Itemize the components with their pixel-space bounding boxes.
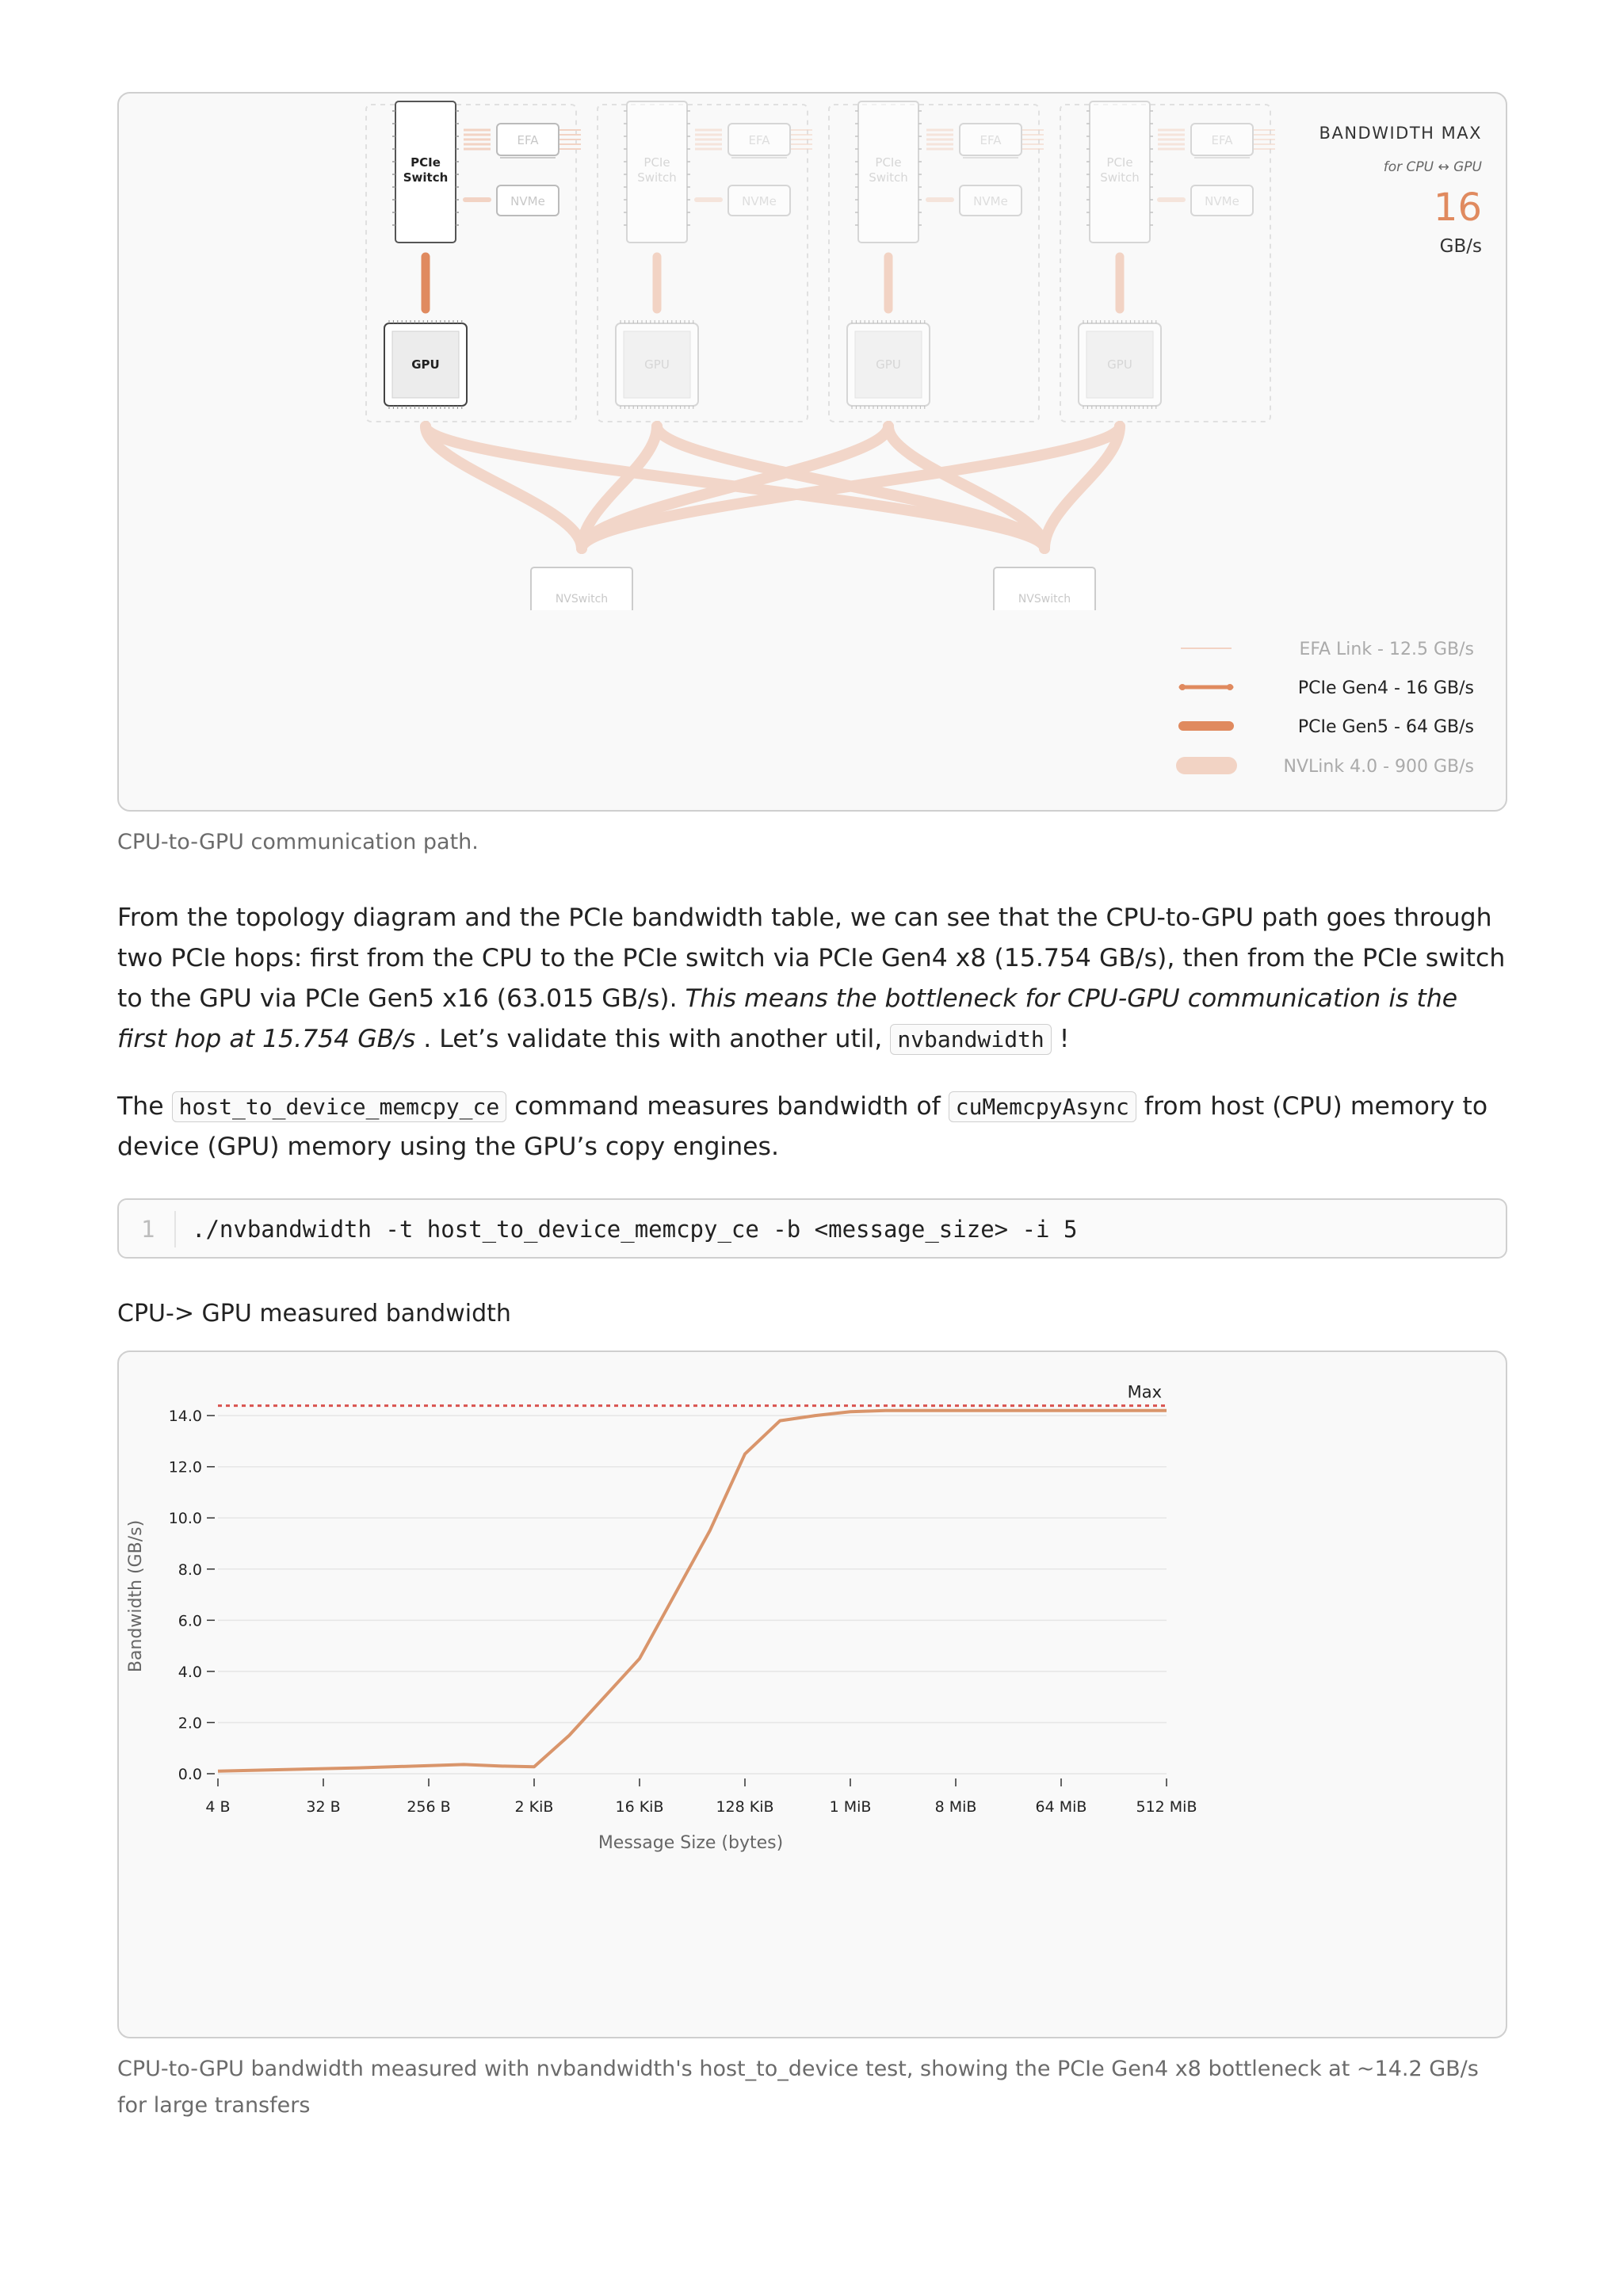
nvswitch-label: NVSwitch xyxy=(1018,593,1071,606)
bandwidth-max-value: 16 xyxy=(1433,185,1482,230)
nvme-label: NVMe xyxy=(973,194,1008,208)
paragraph-text: . Let’s validate this with another util, xyxy=(415,1025,891,1053)
chart-heading: CPU-> GPU measured bandwidth xyxy=(117,1300,511,1328)
gpu-chip xyxy=(384,320,467,409)
pcie-switch-label: PCIe xyxy=(411,155,441,170)
bandwidth-chart xyxy=(119,1352,1506,2037)
y-axis-title: Bandwidth (GB/s) xyxy=(126,1519,146,1673)
nvme-label: NVMe xyxy=(742,194,777,208)
pcie-switch-label: PCIe xyxy=(643,155,670,170)
code-gutter-separator xyxy=(174,1211,176,1247)
legend-pcie-gen4-end xyxy=(1227,684,1233,690)
paragraph-emphasis: This means the bottleneck for CPU-GPU communication is the first hop at 15.754 GB/s xyxy=(117,984,1458,1053)
efa-label: EFA xyxy=(748,133,770,147)
x-tick-label: 8 MiB xyxy=(934,1798,977,1816)
inline-code-nvbandwidth: nvbandwidth xyxy=(890,1024,1051,1055)
inline-code-command: host_to_device_memcpy_ce xyxy=(172,1091,507,1122)
nvme-label: NVMe xyxy=(510,194,545,208)
topology-diagram xyxy=(119,94,1506,810)
paragraph-text: The xyxy=(117,1092,172,1121)
gpu-label: GPU xyxy=(1107,357,1132,372)
x-tick-label: 128 KiB xyxy=(716,1798,774,1816)
bandwidth-chart-panel xyxy=(117,1350,1507,2038)
code-block[interactable] xyxy=(117,1198,1507,1259)
y-tick-label: 14.0 xyxy=(168,1408,202,1426)
max-bandwidth-label: Max xyxy=(1127,1382,1162,1402)
topology-diagram-panel xyxy=(117,92,1507,812)
nvme-label: NVMe xyxy=(1205,194,1239,208)
x-tick-label: 64 MiB xyxy=(1035,1798,1087,1816)
x-tick-label: 2 KiB xyxy=(514,1798,554,1816)
bandwidth-max-subtitle: for CPU ↔ GPU xyxy=(1383,159,1482,175)
x-tick-label: 256 B xyxy=(407,1798,451,1816)
gpu-label: GPU xyxy=(411,357,440,372)
legend-efa-link-label: EFA Link - 12.5 GB/s xyxy=(1299,640,1474,659)
bandwidth-series-line xyxy=(218,1411,1167,1771)
y-tick-label: 6.0 xyxy=(178,1612,202,1630)
x-tick-label: 4 B xyxy=(205,1798,231,1816)
pcie-switch-label: PCIe xyxy=(1106,155,1133,170)
node-3 xyxy=(855,101,1044,243)
pcie-switch-label: PCIe xyxy=(875,155,902,170)
x-tick-label: 32 B xyxy=(306,1798,341,1816)
link-legend xyxy=(1179,640,1474,777)
legend-nvlink-label: NVLink 4.0 - 900 GB/s xyxy=(1283,757,1474,777)
topology-caption: CPU-to-GPU communication path. xyxy=(117,830,479,854)
y-tick-label: 10.0 xyxy=(168,1510,202,1528)
efa-label: EFA xyxy=(1211,133,1233,147)
node-4 xyxy=(1086,101,1275,243)
efa-label: EFA xyxy=(517,133,539,147)
y-tick-label: 8.0 xyxy=(178,1561,202,1579)
code-command[interactable]: ./nvbandwidth -t host_to_device_memcpy_ce -b <message_size> -i 5 xyxy=(192,1216,1078,1243)
paragraph-text: ! xyxy=(1051,1025,1070,1053)
nvswitch-fade xyxy=(526,610,637,658)
gpu-chip xyxy=(1079,320,1161,409)
y-tick-label: 2.0 xyxy=(178,1714,202,1733)
gpu-chip xyxy=(616,320,698,409)
pcie-switch-label: Switch xyxy=(637,170,677,185)
nvswitch-label: NVSwitch xyxy=(555,593,609,606)
code-line-number: 1 xyxy=(141,1216,155,1243)
legend-pcie-gen4-end xyxy=(1179,684,1186,690)
legend-pcie-gen4-label: PCIe Gen4 - 16 GB/s xyxy=(1297,678,1474,698)
bandwidth-max-unit: GB/s xyxy=(1439,236,1482,257)
x-tick-label: 16 KiB xyxy=(615,1798,664,1816)
paragraph-bottleneck xyxy=(117,898,1512,1060)
y-tick-label: 0.0 xyxy=(178,1766,202,1783)
node-1 xyxy=(392,101,581,243)
pcie-switch-label: Switch xyxy=(869,170,908,185)
pcie-switch-label: Switch xyxy=(403,170,449,185)
y-tick-label: 4.0 xyxy=(178,1663,202,1681)
node-2 xyxy=(624,101,812,243)
x-axis-title: Message Size (bytes) xyxy=(598,1833,784,1853)
gpu-label: GPU xyxy=(644,357,670,372)
nvswitch-fade xyxy=(989,610,1100,658)
nvswitch-2 xyxy=(989,567,1100,658)
pcie-switch-label: Switch xyxy=(1100,170,1140,185)
paragraph-command-description xyxy=(117,1087,1512,1167)
gpu-chip xyxy=(847,320,930,409)
legend-pcie-gen5-label: PCIe Gen5 - 64 GB/s xyxy=(1297,717,1474,737)
chart-caption: CPU-to-GPU bandwidth measured with nvbandwidth's host_to_device test, showing the PCIe Gen4 x8 bottleneck at ~14.2 GB/s for large transfers xyxy=(117,2057,1479,2118)
inline-code-function: cuMemcpyAsync xyxy=(949,1091,1136,1122)
gpu-label: GPU xyxy=(876,357,901,372)
nvswitch-1 xyxy=(526,567,637,658)
x-tick-label: 1 MiB xyxy=(829,1798,872,1816)
x-tick-label: 512 MiB xyxy=(1136,1798,1197,1816)
bandwidth-max-title: BANDWIDTH MAX xyxy=(1319,124,1482,143)
efa-label: EFA xyxy=(980,133,1002,147)
paragraph-text: From the topology diagram and the PCIe bandwidth table, we can see that the CPU-to-GPU path goes through two PCIe hops: first from the CPU to the PCIe switch via PCIe Gen4 x8 (15.754 GB/s), then from the PCIe switch to the GPU via PCIe Gen5 x16 (63.015 GB/s). xyxy=(117,904,1506,1013)
paragraph-text: from host (CPU) memory to device (GPU) memory using the GPU’s copy engines. xyxy=(117,1092,1488,1161)
y-tick-label: 12.0 xyxy=(168,1458,202,1477)
paragraph-text: command measures bandwidth of xyxy=(506,1092,949,1121)
